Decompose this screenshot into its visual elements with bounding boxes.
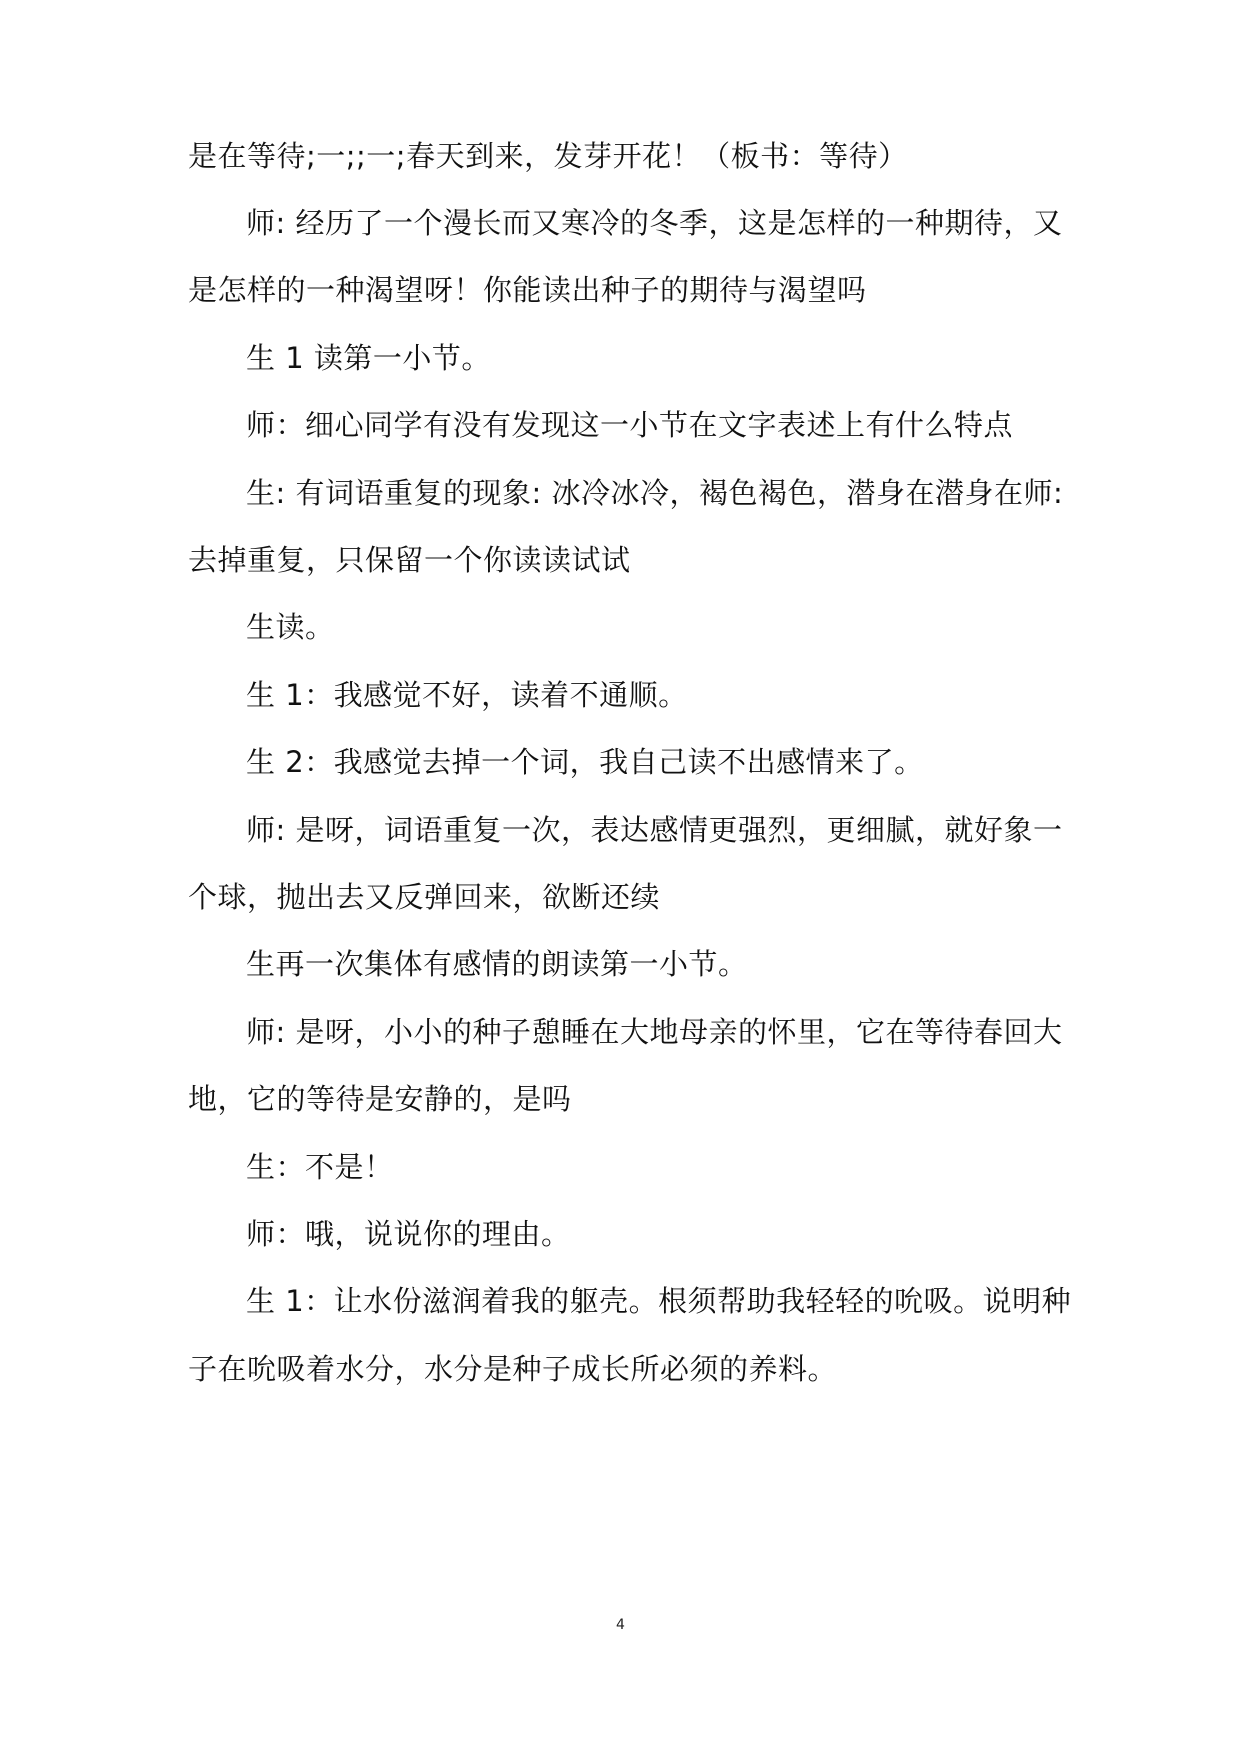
text-line: 生 1 读第一小节。 bbox=[246, 341, 491, 375]
text-line: 师: 经历了一个漫长而又寒冷的冬季，这是怎样的一种期待，又 bbox=[246, 206, 1063, 240]
text-line: 生读。 bbox=[246, 610, 335, 644]
text-line: 师: 是呀，词语重复一次，表达感情更强烈，更细腻，就好象一 bbox=[246, 813, 1063, 847]
text-line: 师：哦，说说你的理由。 bbox=[246, 1217, 571, 1251]
text-line: 生: 有词语重复的现象: 冰冷冰冷，褐色褐色，潜身在潜身在师: bbox=[246, 476, 1064, 510]
text-line: 是怎样的一种渴望呀！你能读出种子的期待与渴望吗 bbox=[188, 273, 867, 307]
text-line: 生 1：我感觉不好，读着不通顺。 bbox=[246, 678, 688, 712]
text-line: 生 1：让水份滋润着我的躯壳。根须帮助我轻轻的吮吸。说明种 bbox=[246, 1284, 1072, 1318]
text-line: 生再一次集体有感情的朗读第一小节。 bbox=[246, 947, 748, 981]
text-line: 师：细心同学有没有发现这一小节在文字表述上有什么特点 bbox=[246, 408, 1014, 442]
page-number: 4 bbox=[616, 1617, 625, 1633]
text-line: 生：不是！ bbox=[246, 1150, 394, 1184]
text-line: 子在吮吸着水分，水分是种子成长所必须的养料。 bbox=[188, 1352, 838, 1386]
text-line: 去掉重复，只保留一个你读读试试 bbox=[188, 543, 631, 577]
text-line: 个球，抛出去又反弹回来，欲断还续 bbox=[188, 880, 661, 914]
text-line: 地，它的等待是安静的，是吗 bbox=[188, 1082, 572, 1116]
text-line: 是在等待;一;;一;春天到来，发芽开花！（板书：等待） bbox=[188, 139, 908, 173]
text-line: 师: 是呀，小小的种子憩睡在大地母亲的怀里，它在等待春回大 bbox=[246, 1015, 1063, 1049]
text-line: 生 2：我感觉去掉一个词，我自己读不出感情来了。 bbox=[246, 745, 924, 779]
